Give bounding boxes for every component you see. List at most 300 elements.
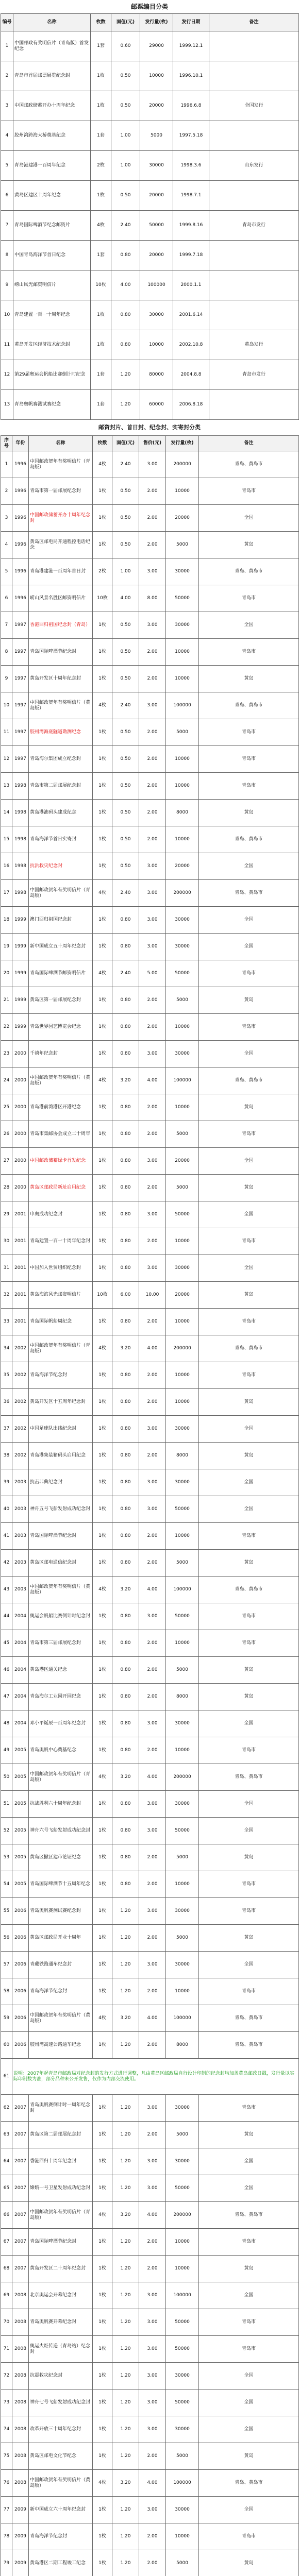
- cell-issue-quantity: 50000: [166, 1818, 199, 1844]
- cell-remark: 黄岛: [199, 2122, 299, 2148]
- cell-issue-quantity: 10000: [166, 1389, 199, 1416]
- cell-quantity: 1枚: [93, 826, 112, 853]
- cell-number: 26: [1, 1121, 12, 1148]
- cell-number: 65: [1, 2175, 12, 2202]
- table2-row: [1, 1978, 299, 2005]
- cell-year: 2003: [12, 1469, 29, 1496]
- cell-face-value: 1.20: [112, 2416, 139, 2443]
- cell-number: 28: [1, 1175, 12, 1201]
- cell-price: 3.00: [139, 1255, 166, 1282]
- cell-price: 2.00: [139, 826, 166, 853]
- cell-issue-quantity: 50000: [166, 2309, 199, 2336]
- cell-name: 黄岛区撤区建市论证纪念: [29, 1844, 93, 1871]
- cell-number: 13: [1, 390, 13, 420]
- header-issue-quantity: 发行量(枚): [140, 14, 173, 31]
- cell-name: 黄岛区邮电局开通程控电话纪念: [29, 532, 93, 558]
- cell-remark: 青岛市: [199, 1898, 299, 1925]
- header-price: 售价(元): [139, 436, 166, 451]
- cell-number: 68: [1, 2256, 12, 2282]
- cell-face-value: 3.20: [112, 1067, 139, 1094]
- cell-issue-quantity: 29000: [140, 31, 173, 61]
- cell-issue-quantity: 8000: [166, 1443, 199, 1469]
- cell-year: 2002: [12, 1416, 29, 1443]
- cell-number: 37: [1, 1416, 12, 1443]
- table1-row: [1, 270, 299, 300]
- cell-price: 3.00: [139, 1201, 166, 1228]
- table2-row: [1, 1657, 299, 1684]
- cell-price: 3.00: [139, 853, 166, 880]
- table1-row: [1, 181, 299, 211]
- cell-quantity: 1枚: [93, 1657, 112, 1684]
- cell-number: 59: [1, 2005, 12, 2032]
- cell-name: 青岛市集邮协会成立二十周年: [29, 1121, 93, 1148]
- cell-issue-quantity: 30000: [166, 2497, 199, 2523]
- table2-row: [1, 1710, 299, 1737]
- cell-remark: 黄岛: [199, 1443, 299, 1469]
- cell-remark: 全国: [199, 2416, 299, 2443]
- cell-quantity: 1枚: [93, 1041, 112, 1067]
- cell-remark: 青岛市: [199, 2523, 299, 2550]
- cell-name: 中国邮政贺年有奖明信片（黄岛版）: [29, 1577, 93, 1603]
- cell-year: 2000: [12, 1094, 29, 1121]
- cell-number: 23: [1, 1041, 12, 1067]
- cell-price: 2.00: [139, 2550, 166, 2576]
- cell-price: 2.00: [139, 773, 166, 800]
- cell-remark: 全国: [199, 1710, 299, 1737]
- cell-face-value: 0.50: [111, 61, 140, 91]
- cell-name: 黄岛开发区二十周年纪念封: [29, 2256, 93, 2282]
- table2-row: [1, 1121, 299, 1148]
- cell-face-value: 1.20: [112, 2336, 139, 2363]
- header-number: 编号: [1, 14, 13, 31]
- cell-number: 9: [1, 666, 12, 692]
- cell-issue-quantity: 30000: [166, 1041, 199, 1067]
- cell-remark: 青岛市: [199, 478, 299, 505]
- cell-price: 4.00: [139, 1067, 166, 1094]
- cell-number: 64: [1, 2148, 12, 2175]
- cell-number: 61: [1, 2059, 12, 2095]
- table2-row: [1, 1818, 299, 1844]
- cell-remark: 黄岛: [199, 1550, 299, 1577]
- cell-issue-quantity: 10000: [166, 773, 199, 800]
- cell-issue-quantity: 10000: [166, 2229, 199, 2256]
- table2-row: [1, 1014, 299, 1041]
- cell-quantity: 1枚: [93, 1871, 112, 1898]
- cell-remark: 黄岛: [199, 1282, 299, 1309]
- cell-quantity: 1枚: [93, 907, 112, 934]
- cell-issue-quantity: 60000: [140, 390, 173, 420]
- cell-remark: 全国: [199, 2148, 299, 2175]
- cell-face-value: 3.20: [112, 1764, 139, 1791]
- cell-number: 35: [1, 1362, 12, 1389]
- cell-issue-quantity: 100000: [166, 1577, 199, 1603]
- cell-number: 31: [1, 1255, 12, 1282]
- cell-face-value: 0.80: [112, 1844, 139, 1871]
- cell-face-value: 1.00: [111, 151, 140, 181]
- cell-number: 11: [1, 719, 12, 746]
- cell-number: 75: [1, 2443, 12, 2470]
- cell-issue-date: 1997.5.18: [173, 121, 209, 151]
- cell-face-value: 3.20: [112, 1577, 139, 1603]
- cell-remark: 全国: [199, 1416, 299, 1443]
- cell-number: 56: [1, 1925, 12, 1952]
- cell-price: 2.00: [139, 2443, 166, 2470]
- table1-row: [1, 241, 299, 270]
- cell-name: 新中国成立六十周年纪念封: [29, 2497, 93, 2523]
- cell-number: 79: [1, 2550, 12, 2576]
- cell-remark: 黄岛: [199, 1844, 299, 1871]
- cell-remark: 青岛市发行: [209, 360, 299, 390]
- cell-quantity: 1枚: [93, 1684, 112, 1710]
- cell-face-value: 4.00: [111, 270, 140, 300]
- cell-name: 中国邮政贺年有奖明信片（青岛版）: [29, 1335, 93, 1362]
- cell-face-value: 0.50: [112, 800, 139, 826]
- cell-year: 1996: [12, 505, 29, 532]
- cell-number: 45: [1, 1630, 12, 1657]
- cell-year: 2007: [12, 2095, 29, 2122]
- table1-row: [1, 211, 299, 241]
- cell-issue-quantity: 100000: [166, 2282, 199, 2309]
- cell-number: 41: [1, 1523, 12, 1550]
- cell-year: 2004: [12, 1630, 29, 1657]
- cell-face-value: 1.20: [112, 2032, 139, 2059]
- cell-year: 2001: [12, 1255, 29, 1282]
- cell-number: 22: [1, 1014, 12, 1041]
- table1-row: [1, 91, 299, 121]
- cell-issue-quantity: 10000: [166, 639, 199, 666]
- cell-quantity: 1枚: [93, 1228, 112, 1255]
- cell-price: 3.00: [139, 451, 166, 478]
- cell-face-value: 0.50: [112, 612, 139, 639]
- cell-year: 2009: [12, 2523, 29, 2550]
- cell-year: 2000: [12, 1175, 29, 1201]
- cell-price: 3.00: [139, 1416, 166, 1443]
- cell-year: 1996: [12, 558, 29, 585]
- cell-face-value: 0.80: [112, 1523, 139, 1550]
- cell-remark: 全国: [199, 934, 299, 960]
- cell-issue-quantity: 10000: [166, 826, 199, 853]
- cell-number: 6: [1, 585, 12, 612]
- cell-remark: 青岛市: [199, 1309, 299, 1335]
- cell-remark: [209, 300, 299, 330]
- table2-row: [1, 1389, 299, 1416]
- cell-year: 2005: [12, 1871, 29, 1898]
- cell-quantity: 1枚: [93, 2363, 112, 2389]
- cell-name: 青岛国际啤酒节十五周年纪念: [29, 1871, 93, 1898]
- cell-remark: 青岛、黄岛市: [199, 1067, 299, 1094]
- cell-price: 5.00: [139, 960, 166, 987]
- cell-name: 香港回归祖国纪念封（青岛）: [29, 612, 93, 639]
- cell-quantity: 1枚: [93, 2175, 112, 2202]
- table2-row: [1, 2095, 299, 2122]
- cell-face-value: 0.80: [112, 1657, 139, 1684]
- cell-quantity: 1套: [91, 31, 111, 61]
- cell-price: 3.00: [139, 1148, 166, 1175]
- cell-year: 2002: [12, 1443, 29, 1469]
- cell-name: 中国邮政贺年有奖明信片（黄岛版）: [29, 692, 93, 719]
- cell-name: 青岛港前湾港区开港纪念: [29, 1094, 93, 1121]
- cell-quantity: 4枚: [93, 692, 112, 719]
- cell-quantity: 1枚: [93, 1201, 112, 1228]
- cell-issue-quantity: 5000: [140, 121, 173, 151]
- cell-year: 2005: [12, 1791, 29, 1818]
- cell-name: 黄岛区邮电通信纪念封: [29, 1550, 93, 1577]
- cell-remark: 青岛市: [199, 2336, 299, 2363]
- cell-year: 2003: [12, 1577, 29, 1603]
- cell-remark: 青岛市: [199, 2309, 299, 2336]
- cell-year: 2003: [12, 1496, 29, 1523]
- cell-remark: 青岛、黄岛市: [199, 558, 299, 585]
- cell-issue-quantity: 8000: [166, 2032, 199, 2059]
- cell-face-value: 1.20: [112, 2256, 139, 2282]
- cell-year: 2001: [12, 1228, 29, 1255]
- cell-name: 千禧年纪念封: [29, 1041, 93, 1067]
- cell-year: 2008: [12, 2309, 29, 2336]
- cell-quantity: 1枚: [93, 987, 112, 1014]
- cell-name: 青岛海洋节纪念封: [29, 1362, 93, 1389]
- cell-price: 2.00: [139, 1309, 166, 1335]
- cell-issue-quantity: 200000: [166, 1764, 199, 1791]
- cell-issue-quantity: 30000: [140, 151, 173, 181]
- cell-year: 1996: [12, 585, 29, 612]
- table2-note-row: [1, 2059, 299, 2095]
- cell-name: 青岛国际啤酒节纪念封: [29, 2229, 93, 2256]
- cell-year: 2008: [12, 2470, 29, 2497]
- cell-number: 52: [1, 1818, 12, 1844]
- cell-face-value: 0.50: [112, 746, 139, 773]
- cell-number: 5: [1, 558, 12, 585]
- table2-row: [1, 1550, 299, 1577]
- cell-remark: 青岛市: [199, 773, 299, 800]
- cell-face-value: 0.80: [112, 1309, 139, 1335]
- cell-price: 2.00: [139, 719, 166, 746]
- table2-row: [1, 2032, 299, 2059]
- cell-number: 4: [1, 532, 12, 558]
- cell-price: 2.00: [139, 1684, 166, 1710]
- cell-face-value: 0.80: [112, 907, 139, 934]
- cell-issue-date: 1998.7.1: [173, 181, 209, 211]
- cell-price: 2.00: [139, 1657, 166, 1684]
- cell-issue-quantity: 10000: [166, 746, 199, 773]
- cell-name: 青岛国际啤酒节纪念邮资片: [13, 211, 91, 241]
- table2-row: [1, 639, 299, 666]
- cell-quantity: 4枚: [93, 1067, 112, 1094]
- cell-issue-quantity: 50000: [166, 960, 199, 987]
- cell-price: 3.00: [139, 2309, 166, 2336]
- cell-remark: 青岛市: [199, 1014, 299, 1041]
- cell-number: 10: [1, 692, 12, 719]
- cell-number: 18: [1, 907, 12, 934]
- cell-name: 中国加入世贸组织纪念封: [29, 1255, 93, 1282]
- cell-face-value: 1.20: [111, 390, 140, 420]
- cell-face-value: 0.80: [112, 1175, 139, 1201]
- cell-remark: 全国: [199, 2175, 299, 2202]
- cell-face-value: 2.40: [112, 451, 139, 478]
- cell-quantity: 1枚: [93, 2389, 112, 2416]
- cell-remark: 全国: [199, 1791, 299, 1818]
- cell-number: 53: [1, 1844, 12, 1871]
- cell-issue-quantity: 5000: [166, 1550, 199, 1577]
- cell-number: 5: [1, 151, 13, 181]
- cell-name: 青岛奥帆赛测试赛纪念: [13, 390, 91, 420]
- cell-remark: 全国: [199, 505, 299, 532]
- cell-number: 7: [1, 612, 12, 639]
- cell-price: 3.00: [139, 2095, 166, 2122]
- cell-name: 崂山风景名胜区邮资明信片: [29, 585, 93, 612]
- cell-face-value: 0.50: [112, 666, 139, 692]
- cell-name: 青岛国际帆船周纪念: [29, 1309, 93, 1335]
- cell-price: 2.00: [139, 1978, 166, 2005]
- cell-number: 30: [1, 1228, 12, 1255]
- table1-row: [1, 390, 299, 420]
- cell-face-value: 1.20: [111, 360, 140, 390]
- cell-face-value: 0.80: [112, 1148, 139, 1175]
- table2-row: [1, 1630, 299, 1657]
- cell-price: 2.00: [139, 2229, 166, 2256]
- cell-price: 3.00: [139, 1603, 166, 1630]
- cell-remark: 青岛市: [199, 1871, 299, 1898]
- cell-face-value: 0.50: [112, 505, 139, 532]
- cell-remark: 全国: [199, 1496, 299, 1523]
- cell-year: 2002: [12, 1335, 29, 1362]
- table2-row: [1, 1255, 299, 1282]
- cell-name: 神舟七号飞船发射成功纪念封: [29, 2389, 93, 2416]
- cell-quantity: 1枚: [93, 1443, 112, 1469]
- cell-face-value: 1.20: [112, 1898, 139, 1925]
- cell-face-value: 1.20: [112, 2443, 139, 2470]
- cell-issue-quantity: 50000: [166, 1496, 199, 1523]
- cell-name: 青岛港集装箱码头启用纪念: [29, 1443, 93, 1469]
- cell-issue-quantity: 50000: [166, 2389, 199, 2416]
- cell-remark: 全国: [199, 1469, 299, 1496]
- cell-price: 3.00: [139, 1469, 166, 1496]
- cell-quantity: 1枚: [91, 181, 111, 211]
- cell-face-value: 0.80: [112, 1469, 139, 1496]
- cell-remark: 青岛市: [199, 639, 299, 666]
- cell-price: 2.00: [139, 1443, 166, 1469]
- cell-remark: 青岛、黄岛市: [199, 692, 299, 719]
- cell-issue-quantity: 50000: [166, 585, 199, 612]
- table2-row: [1, 532, 299, 558]
- cell-issue-quantity: 10000: [166, 1523, 199, 1550]
- cell-face-value: 0.80: [112, 1014, 139, 1041]
- table2-row: [1, 960, 299, 987]
- cell-quantity: 1枚: [93, 719, 112, 746]
- cell-quantity: 4枚: [93, 1577, 112, 1603]
- cell-year: 1996: [12, 532, 29, 558]
- cell-issue-quantity: 100000: [140, 270, 173, 300]
- cell-price: 3.00: [139, 2363, 166, 2389]
- cell-quantity: 1枚: [93, 1496, 112, 1523]
- cell-number: 34: [1, 1335, 12, 1362]
- table2-row: [1, 2416, 299, 2443]
- cell-issue-quantity: 30000: [166, 1791, 199, 1818]
- cell-face-value: 0.80: [112, 1201, 139, 1228]
- cell-face-value: 0.50: [112, 719, 139, 746]
- cell-remark: 黄岛: [199, 1657, 299, 1684]
- cell-year: 2006: [12, 1925, 29, 1952]
- cell-issue-quantity: 100000: [166, 2470, 199, 2497]
- cell-issue-quantity: 10000: [140, 330, 173, 360]
- table2-row: [1, 2005, 299, 2032]
- cell-issue-quantity: 5000: [166, 2443, 199, 2470]
- cell-issue-quantity: 5000: [166, 719, 199, 746]
- cell-quantity: 1枚: [93, 1630, 112, 1657]
- cell-quantity: 1枚: [93, 1603, 112, 1630]
- cell-remark: 全国: [199, 612, 299, 639]
- cell-year: 1999: [12, 987, 29, 1014]
- cell-year: 1997: [12, 666, 29, 692]
- cell-issue-quantity: 200000: [166, 880, 199, 907]
- cell-name: 胶州湾海底隧道勘测纪念: [29, 719, 93, 746]
- cell-remark: 青岛市: [199, 746, 299, 773]
- cell-number: 42: [1, 1550, 12, 1577]
- cell-number: 69: [1, 2282, 12, 2309]
- cell-number: 15: [1, 826, 12, 853]
- cell-year: 2000: [12, 1041, 29, 1067]
- cell-year: 2006: [12, 2032, 29, 2059]
- cell-year: 2007: [12, 2202, 29, 2229]
- cell-year: 2008: [12, 2282, 29, 2309]
- header-number: 序号: [1, 436, 12, 451]
- cell-remark: 青岛、黄岛市: [199, 1577, 299, 1603]
- table2-row: [1, 1335, 299, 1362]
- cell-issue-quantity: 10000: [166, 1871, 199, 1898]
- cell-price: 2.00: [139, 1389, 166, 1416]
- cell-name: 崂山风光邮资明信片: [13, 270, 91, 300]
- cell-issue-quantity: 30000: [166, 2095, 199, 2122]
- cell-remark: 全国: [199, 1952, 299, 1978]
- cell-quantity: 1枚: [93, 1094, 112, 1121]
- cell-remark: 全国: [199, 1041, 299, 1067]
- cell-name: 黄岛区邮电文化节纪念: [29, 2443, 93, 2470]
- cell-issue-quantity: 10000: [166, 1094, 199, 1121]
- cell-number: 4: [1, 121, 13, 151]
- cell-remark: 黄岛: [199, 2550, 299, 2576]
- cell-number: 44: [1, 1603, 12, 1630]
- table2-row: [1, 612, 299, 639]
- cell-number: 1: [1, 31, 13, 61]
- cell-name: 抗击非典纪念封: [29, 1469, 93, 1496]
- cell-face-value: 2.40: [112, 692, 139, 719]
- cell-issue-date: 1998.3.6: [173, 151, 209, 181]
- cell-number: 67: [1, 2229, 12, 2256]
- cell-remark: 青岛、黄岛市: [199, 826, 299, 853]
- cell-quantity: 1枚: [91, 300, 111, 330]
- cell-quantity: 1枚: [93, 1844, 112, 1871]
- cell-price: 4.00: [139, 1335, 166, 1362]
- cell-price: 4.00: [139, 1764, 166, 1791]
- table2-row: [1, 2175, 299, 2202]
- table1-row: [1, 151, 299, 181]
- cell-face-value: 0.80: [112, 1603, 139, 1630]
- table1-header-row: [1, 14, 299, 31]
- cell-remark: [209, 121, 299, 151]
- cell-face-value: 0.80: [112, 1496, 139, 1523]
- cell-year: 2004: [12, 1657, 29, 1684]
- cell-name: 中国邮政储蓄开办十周年纪念: [13, 91, 91, 121]
- cell-name: 青岛建置一百一十周年纪念: [13, 300, 91, 330]
- cell-remark: 青岛市: [199, 1121, 299, 1148]
- cell-quantity: 1枚: [93, 1121, 112, 1148]
- cell-price: 3.00: [139, 558, 166, 585]
- cell-price: 10.00: [139, 1282, 166, 1309]
- cell-name: 奥运会帆船比赛倒计时纪念封: [29, 1603, 93, 1630]
- cell-remark: 青岛市: [199, 1228, 299, 1255]
- cell-year: 2001: [12, 1201, 29, 1228]
- cell-face-value: 0.80: [112, 1362, 139, 1389]
- cell-issue-quantity: 5000: [166, 1925, 199, 1952]
